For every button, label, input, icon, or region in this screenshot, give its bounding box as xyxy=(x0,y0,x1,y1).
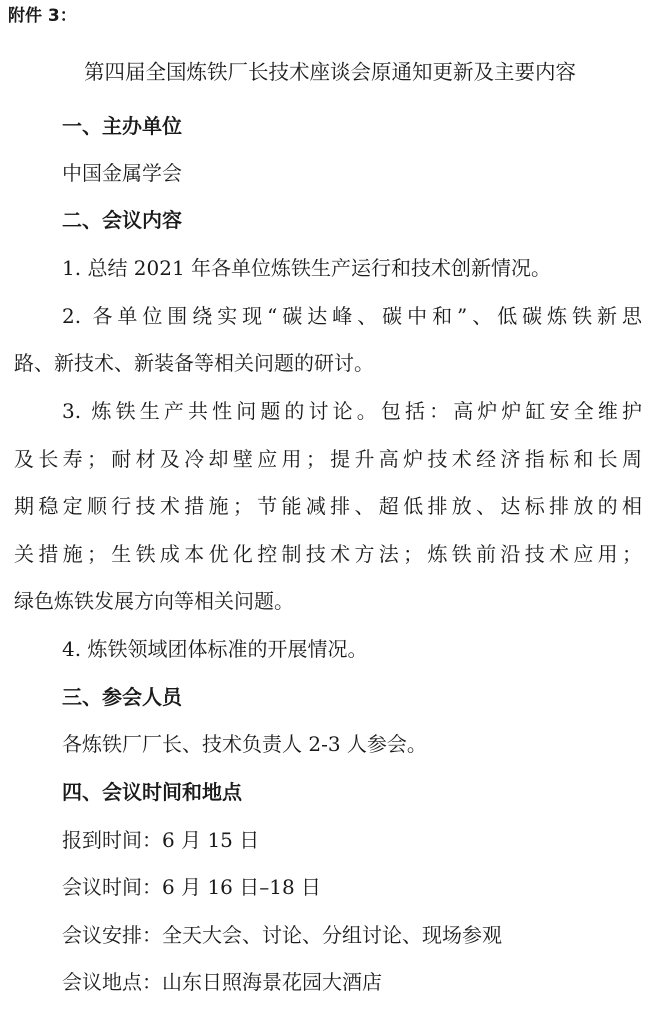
organizer-name: 中国金属学会 xyxy=(62,161,182,185)
content-item-3-line: 及长寿；耐材及冷却壁应用；提升高炉技术经济指标和长周 xyxy=(14,447,642,471)
attachment-label: 附件 3： xyxy=(8,6,77,26)
document-title: 第四届全国炼铁厂长技术座谈会原通知更新及主要内容 xyxy=(84,60,576,84)
section-heading-attendees: 三、参会人员 xyxy=(62,685,182,709)
content-item-3-line: 关措施；生铁成本优化控制技术方法；炼铁前沿技术应用； xyxy=(14,542,642,566)
section-heading-organizer: 一、主办单位 xyxy=(62,114,182,138)
content-item-3-line: 3. 炼铁生产共性问题的讨论。包括：高炉炉缸安全维护 xyxy=(62,399,642,423)
content-item-2-line: 路、新技术、新装备等相关问题的研讨。 xyxy=(14,351,374,375)
registration-time: 报到时间：6 月 15 日 xyxy=(62,828,260,852)
section-heading-time-place: 四、会议时间和地点 xyxy=(62,780,242,804)
meeting-time: 会议时间：6 月 16 日–18 日 xyxy=(62,875,322,899)
attendees-description: 各炼铁厂厂长、技术负责人 2-3 人参会。 xyxy=(62,732,427,756)
content-item-1: 1. 总结 2021 年各单位炼铁生产运行和技术创新情况。 xyxy=(62,256,552,280)
meeting-arrangement: 会议安排：全天大会、讨论、分组讨论、现场参观 xyxy=(62,923,502,947)
content-item-3-line: 绿色炼铁发展方向等相关问题。 xyxy=(14,589,294,613)
meeting-location: 会议地点：山东日照海景花园大酒店 xyxy=(62,970,382,994)
section-heading-content: 二、会议内容 xyxy=(62,208,182,232)
content-item-2-line: 2. 各单位围绕实现“碳达峰、碳中和”、低碳炼铁新思 xyxy=(62,304,642,328)
content-item-3-line: 期稳定顺行技术措施；节能减排、超低排放、达标排放的相 xyxy=(14,494,642,518)
content-item-4: 4. 炼铁领域团体标准的开展情况。 xyxy=(62,637,368,661)
